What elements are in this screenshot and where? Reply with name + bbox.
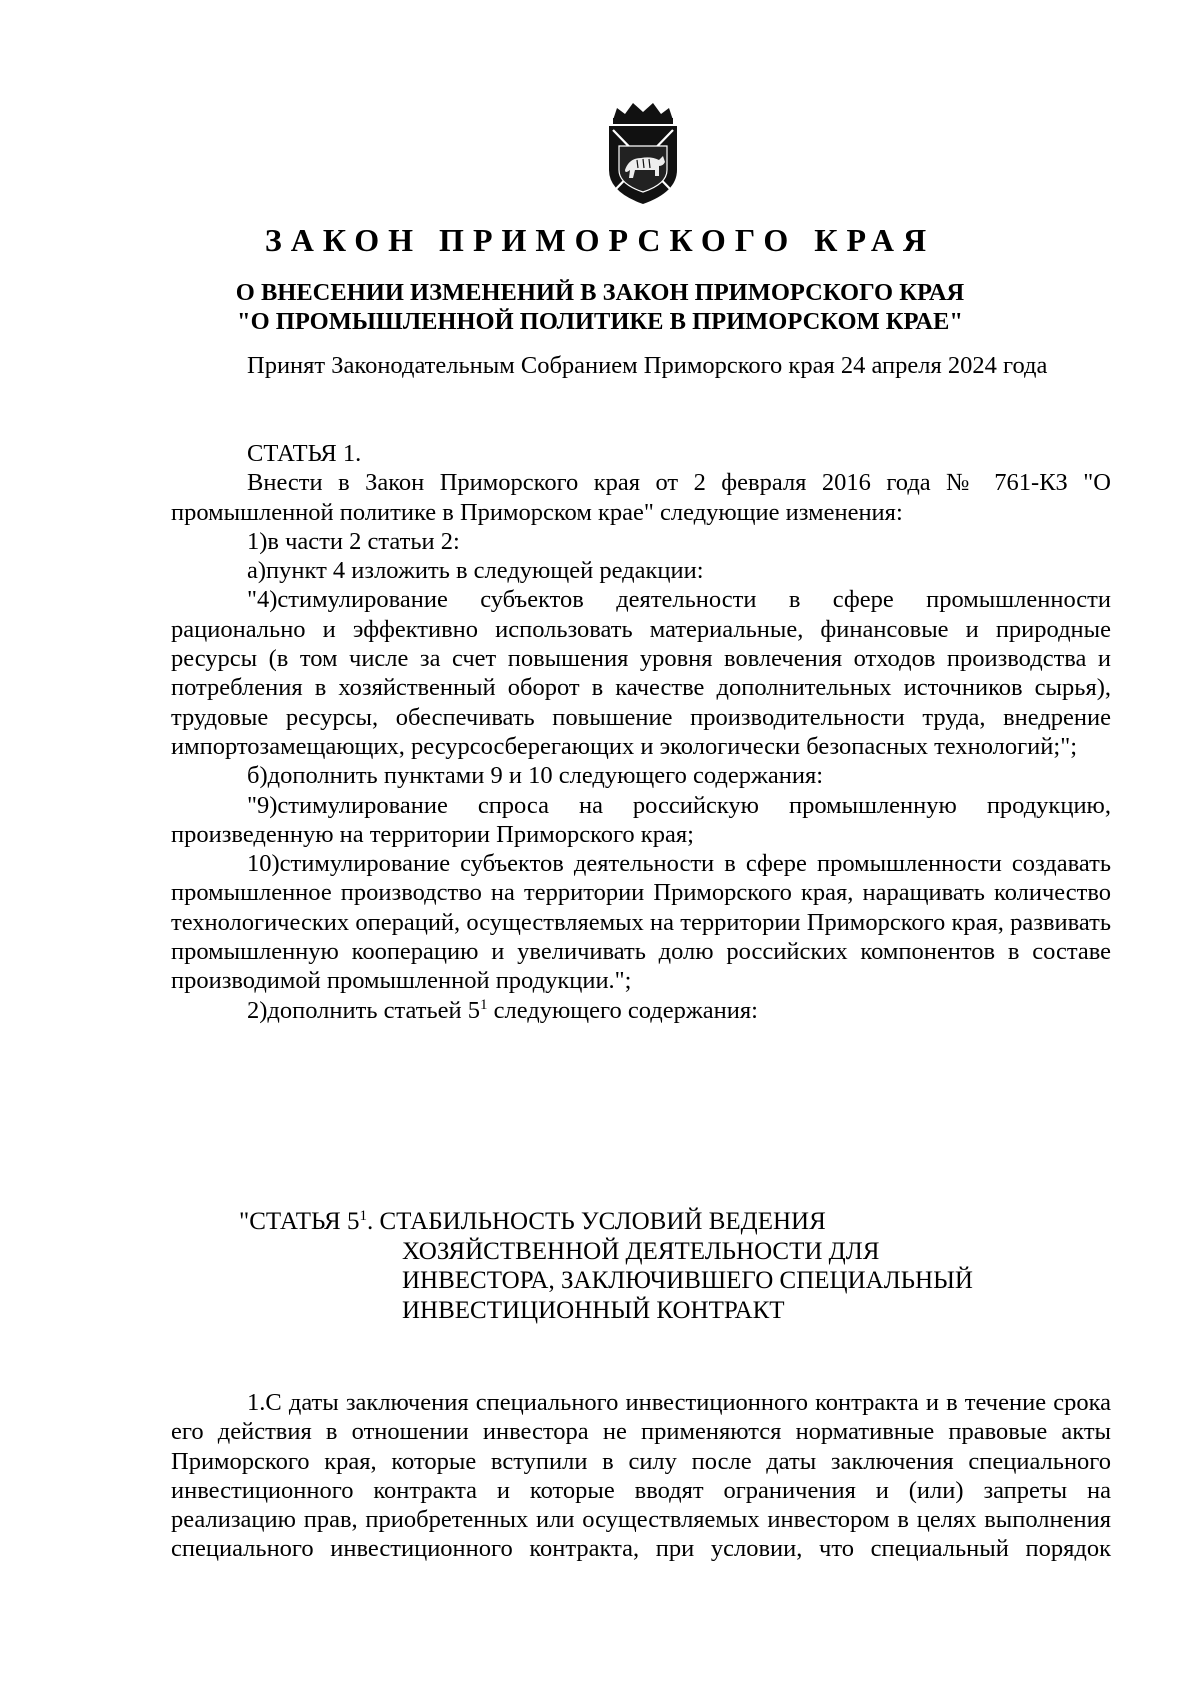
subtitle-line-2: "О ПРОМЫШЛЕННОЙ ПОЛИТИКЕ В ПРИМОРСКОМ КРАЕ" [237,308,963,335]
point-4-text: "4)стимулирование субъектов деятельности в сфере промышленности рационально и эффективно использовать материальные, финансовые и природные ресурсы (в том числе за счет повышения уровня вовлечения отходов производства и потребления в хозяйственный оборот в качестве дополнительных источников сырья), трудовые ресурсы, обеспечивать повышение производительности труда, внедрение импортозамещающих, ресурсосберегающих и экологически безопасных технологий;"; [171,586,1111,760]
coat-of-arms-icon [603,100,683,208]
article-1-intro: Внести в Закон Приморского края от 2 февраля 2016 года № 761-КЗ "О промышленной политике в Приморском крае" следующие изменения: [171,469,1111,526]
article-1-heading: СТАТЬЯ 1. [247,440,362,467]
article-5-1-title-line-2: ХОЗЯЙСТВЕННОЙ ДЕЯТЕЛЬНОСТИ ДЛЯ [402,1237,880,1265]
item-1a: а)пункт 4 изложить в следующей редакции: [247,557,704,585]
item-2 [171,996,1111,1025]
adoption-block [171,351,1111,380]
article-5-1-title-line-3: ИНВЕСТОРА, ЗАКЛЮЧИВШЕГО СПЕЦИАЛЬНЫЙ [402,1267,973,1294]
item-1b: б)дополнить пунктами 9 и 10 следующего содержания: [247,762,824,790]
article-1-block [171,439,1111,1025]
item-2-superscript: 1 [479,996,488,1013]
article-5-1-heading-line-1 [239,1207,973,1237]
article-5-1-title-line-1: . СТАБИЛЬНОСТЬ УСЛОВИЙ ВЕДЕНИЯ [366,1208,826,1235]
article-5-1-body [171,1388,1111,1564]
article-5-1-prefix: "СТАТЬЯ 5 [239,1208,360,1235]
article-5-1-paragraph-1: 1.С даты заключения специального инвестиционного контракта и в течение срока его действия в отношении инвестора не применяются нормативные правовые акты Приморского края, которые вступили в силу после даты заключения специального инвестиционного контракта и которые вводят ограничения и (или) запреты на реализацию прав, приобретенных или осуществляемых инвестором в целях выполнения специального инвестиционного контракта, при условии, что специальный порядок [171,1389,1111,1563]
article-5-1-heading [239,1207,973,1325]
law-subtitle [150,278,1050,336]
law-title: ЗАКОН ПРИМОРСКОГО КРАЯ [264,222,936,258]
article-5-1-title-line-4: ИНВЕСТИЦИОННЫЙ КОНТРАКТ [402,1296,785,1324]
item-2-text-end: следующего содержания: [487,996,758,1024]
subtitle-line-1: О ВНЕСЕНИИ ИЗМЕНЕНИЙ В ЗАКОН ПРИМОРСКОГО КРАЯ [235,279,965,306]
item-2-text: 2)дополнить статьей 5 [247,996,480,1024]
adoption-text: Принят Законодательным Собранием Приморского края 24 апреля 2024 года [247,352,1048,379]
item-1: 1)в части 2 статьи 2: [247,527,460,555]
point-10-text: 10)стимулирование субъектов деятельности в сфере промышленности создавать промышленное производство на территории Приморского края, наращивать количество технологических операций, осуществляемых на территории Приморского края, развивать промышленную кооперацию и увеличивать долю российских компонентов в составе производимой промышленной продукции."; [171,850,1111,995]
point-9-text: "9)стимулирование спроса на российскую промышленную продукцию, произведенную на территории Приморского края; [171,791,1111,848]
article-5-1-superscript: 1 [359,1208,367,1224]
